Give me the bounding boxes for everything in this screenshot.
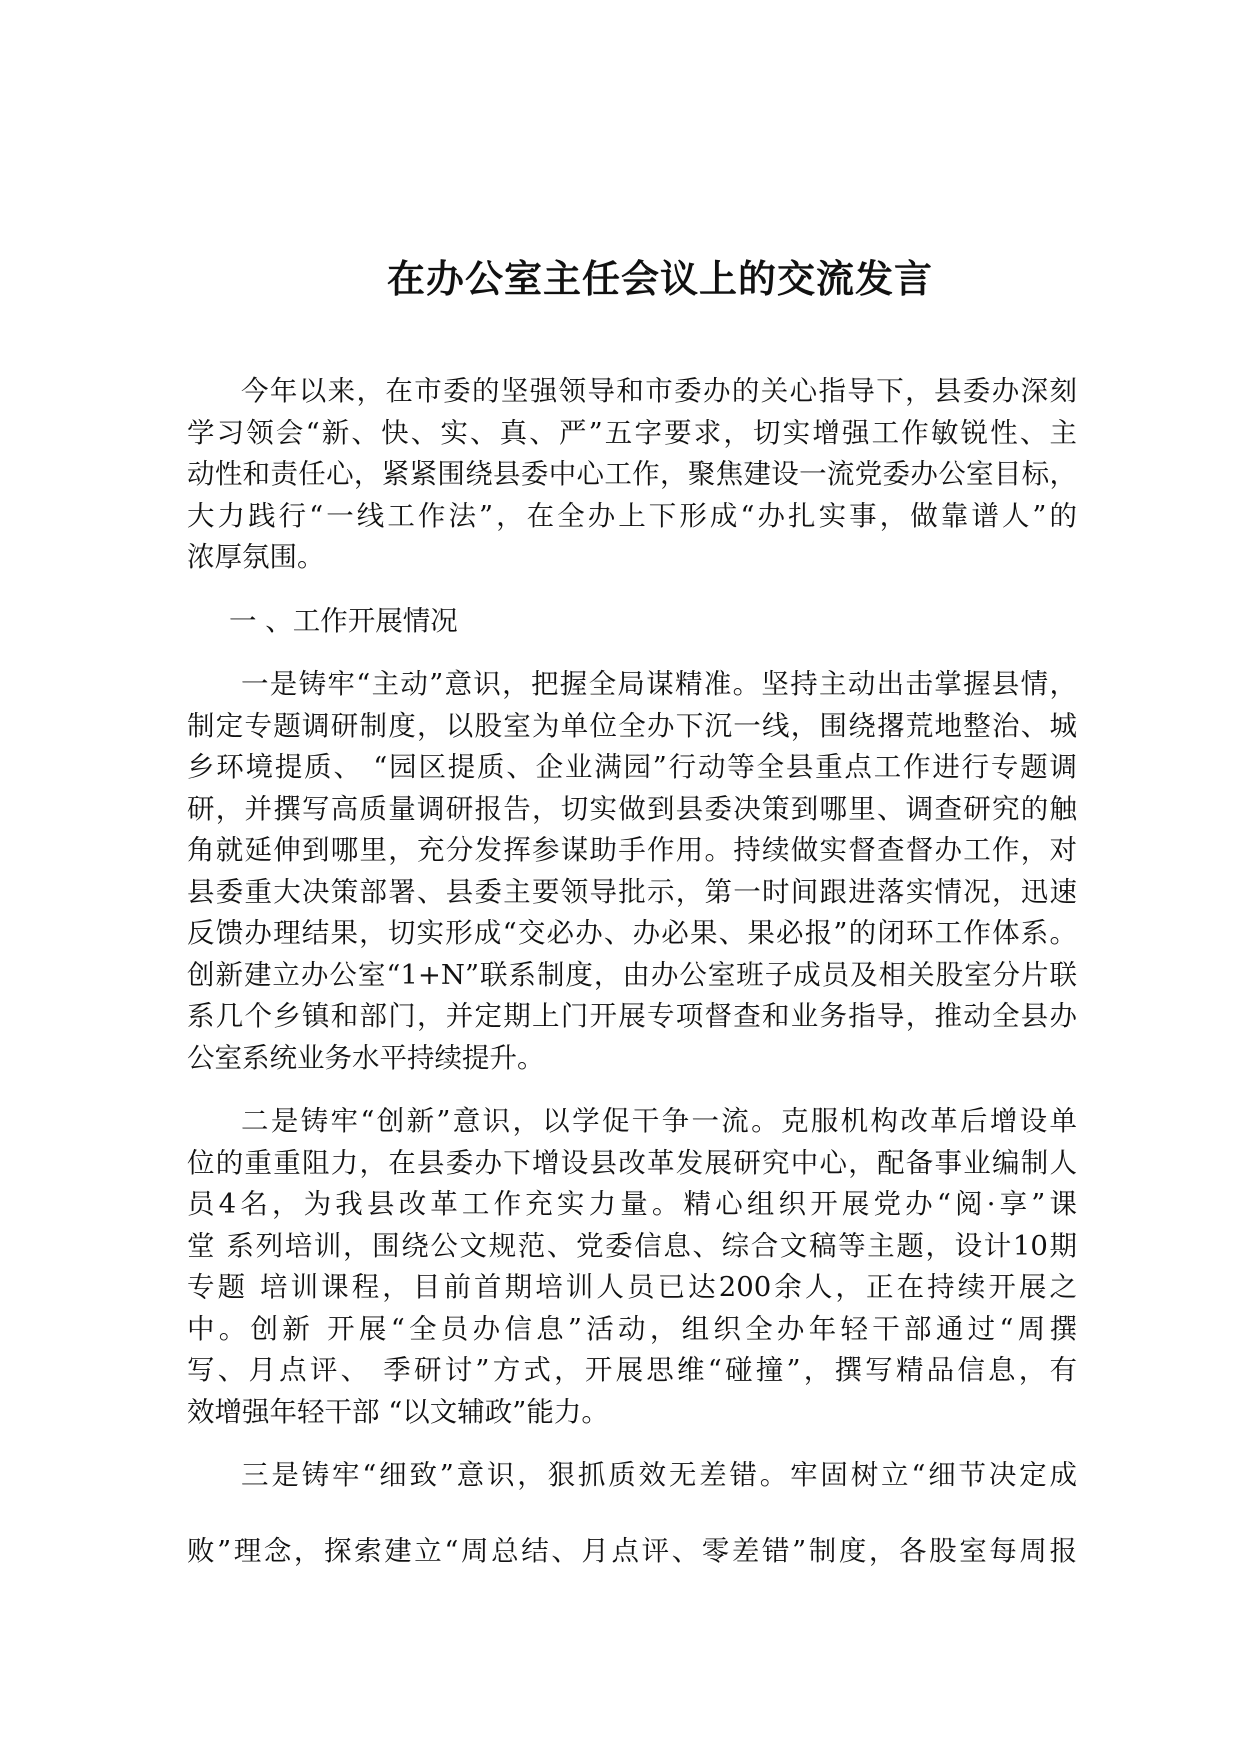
paragraph-meticulous bbox=[187, 1455, 1077, 1572]
text-line: 公室系统业务水平持续提升。 bbox=[187, 1041, 545, 1074]
text-line: 写、月点评、 季研讨”方式，开展思维“碰撞”，撰写精品信息，有 bbox=[187, 1354, 1077, 1386]
text-line: 一是铸牢“主动”意识，把握全局谋精准。坚持主动出击掌握县情， bbox=[241, 668, 1077, 700]
text-line: 效增强年轻干部 “以文辅政”能力。 bbox=[187, 1395, 609, 1428]
text-line: 员4名，为我县改革工作充实力量。精心组织开展党办“阅·享”课 bbox=[187, 1188, 1077, 1220]
text-line: 败”理念，探索建立“周总结、月点评、零差错”制度，各股室每周报 bbox=[187, 1534, 1077, 1567]
text-line: 今年以来，在市委的坚强领导和市委办的关心指导下，县委办深刻 bbox=[241, 375, 1077, 407]
text-line: 研，并撰写高质量调研报告，切实做到县委决策到哪里、调查研究的触 bbox=[187, 792, 1077, 825]
paragraph-innovation bbox=[187, 1101, 1077, 1433]
text-line: 动性和责任心，紧紧围绕县委中心工作，聚焦建设一流党委办公室目标， bbox=[187, 458, 1077, 490]
text-line: 系几个乡镇和部门，并定期上门开展专项督查和业务指导，推动全县办 bbox=[187, 1000, 1077, 1032]
text-line: 大力践行“一线工作法”，在全办上下形成“办扎实事，做靠谱人”的 bbox=[187, 499, 1077, 532]
text-line: 位的重重阻力，在县委办下增设县改革发展研究中心，配备事业编制人 bbox=[187, 1146, 1077, 1179]
text-line: 学习领会“新、快、实、真、严”五字要求，切实增强工作敏锐性、主 bbox=[187, 416, 1077, 449]
text-line: 二是铸牢“创新”意识，以学促干争一流。克服机构改革后增设单 bbox=[241, 1105, 1077, 1137]
document-title: 在办公室主任会议上的交流发言 bbox=[386, 256, 933, 301]
paragraph-proactive bbox=[187, 664, 1077, 1079]
text-line: 创新建立办公室“1+N”联系制度，由办公室班子成员及相关股室分片联 bbox=[187, 958, 1077, 991]
text-line: 堂 系列培训，围绕公文规范、党委信息、综合文稿等主题，设计10期 bbox=[187, 1229, 1077, 1262]
text-line: 浓厚氛围。 bbox=[187, 541, 325, 573]
text-line: 县委重大决策部署、县委主要领导批示，第一时间跟进落实情况，迅速 bbox=[187, 875, 1077, 908]
text-line: 乡环境提质、 “园区提质、企业满园”行动等全县重点工作进行专题调 bbox=[187, 751, 1077, 783]
document-body bbox=[187, 371, 1077, 1572]
text-line: 角就延伸到哪里，充分发挥参谋助手作用。持续做实督查督办工作，对 bbox=[187, 834, 1077, 866]
text-line: 制定专题调研制度，以股室为单位全办下沉一线，围绕撂荒地整治、城 bbox=[187, 709, 1077, 742]
text-line: 中。创新 开展“全员办信息”活动，组织全办年轻干部通过“周撰 bbox=[187, 1312, 1077, 1345]
text-line: 反馈办理结果，切实形成“交必办、办必果、果必报”的闭环工作体系。 bbox=[187, 917, 1077, 949]
text-line: 三是铸牢“细致”意识，狠抓质效无差错。牢固树立“细节决定成 bbox=[241, 1459, 1077, 1491]
text-line: 专题 培训课程，目前首期培训人员已达200余人，正在持续开展之 bbox=[187, 1271, 1077, 1303]
section-heading: 一 、工作开展情况 bbox=[229, 604, 458, 637]
intro-paragraph bbox=[187, 371, 1077, 579]
